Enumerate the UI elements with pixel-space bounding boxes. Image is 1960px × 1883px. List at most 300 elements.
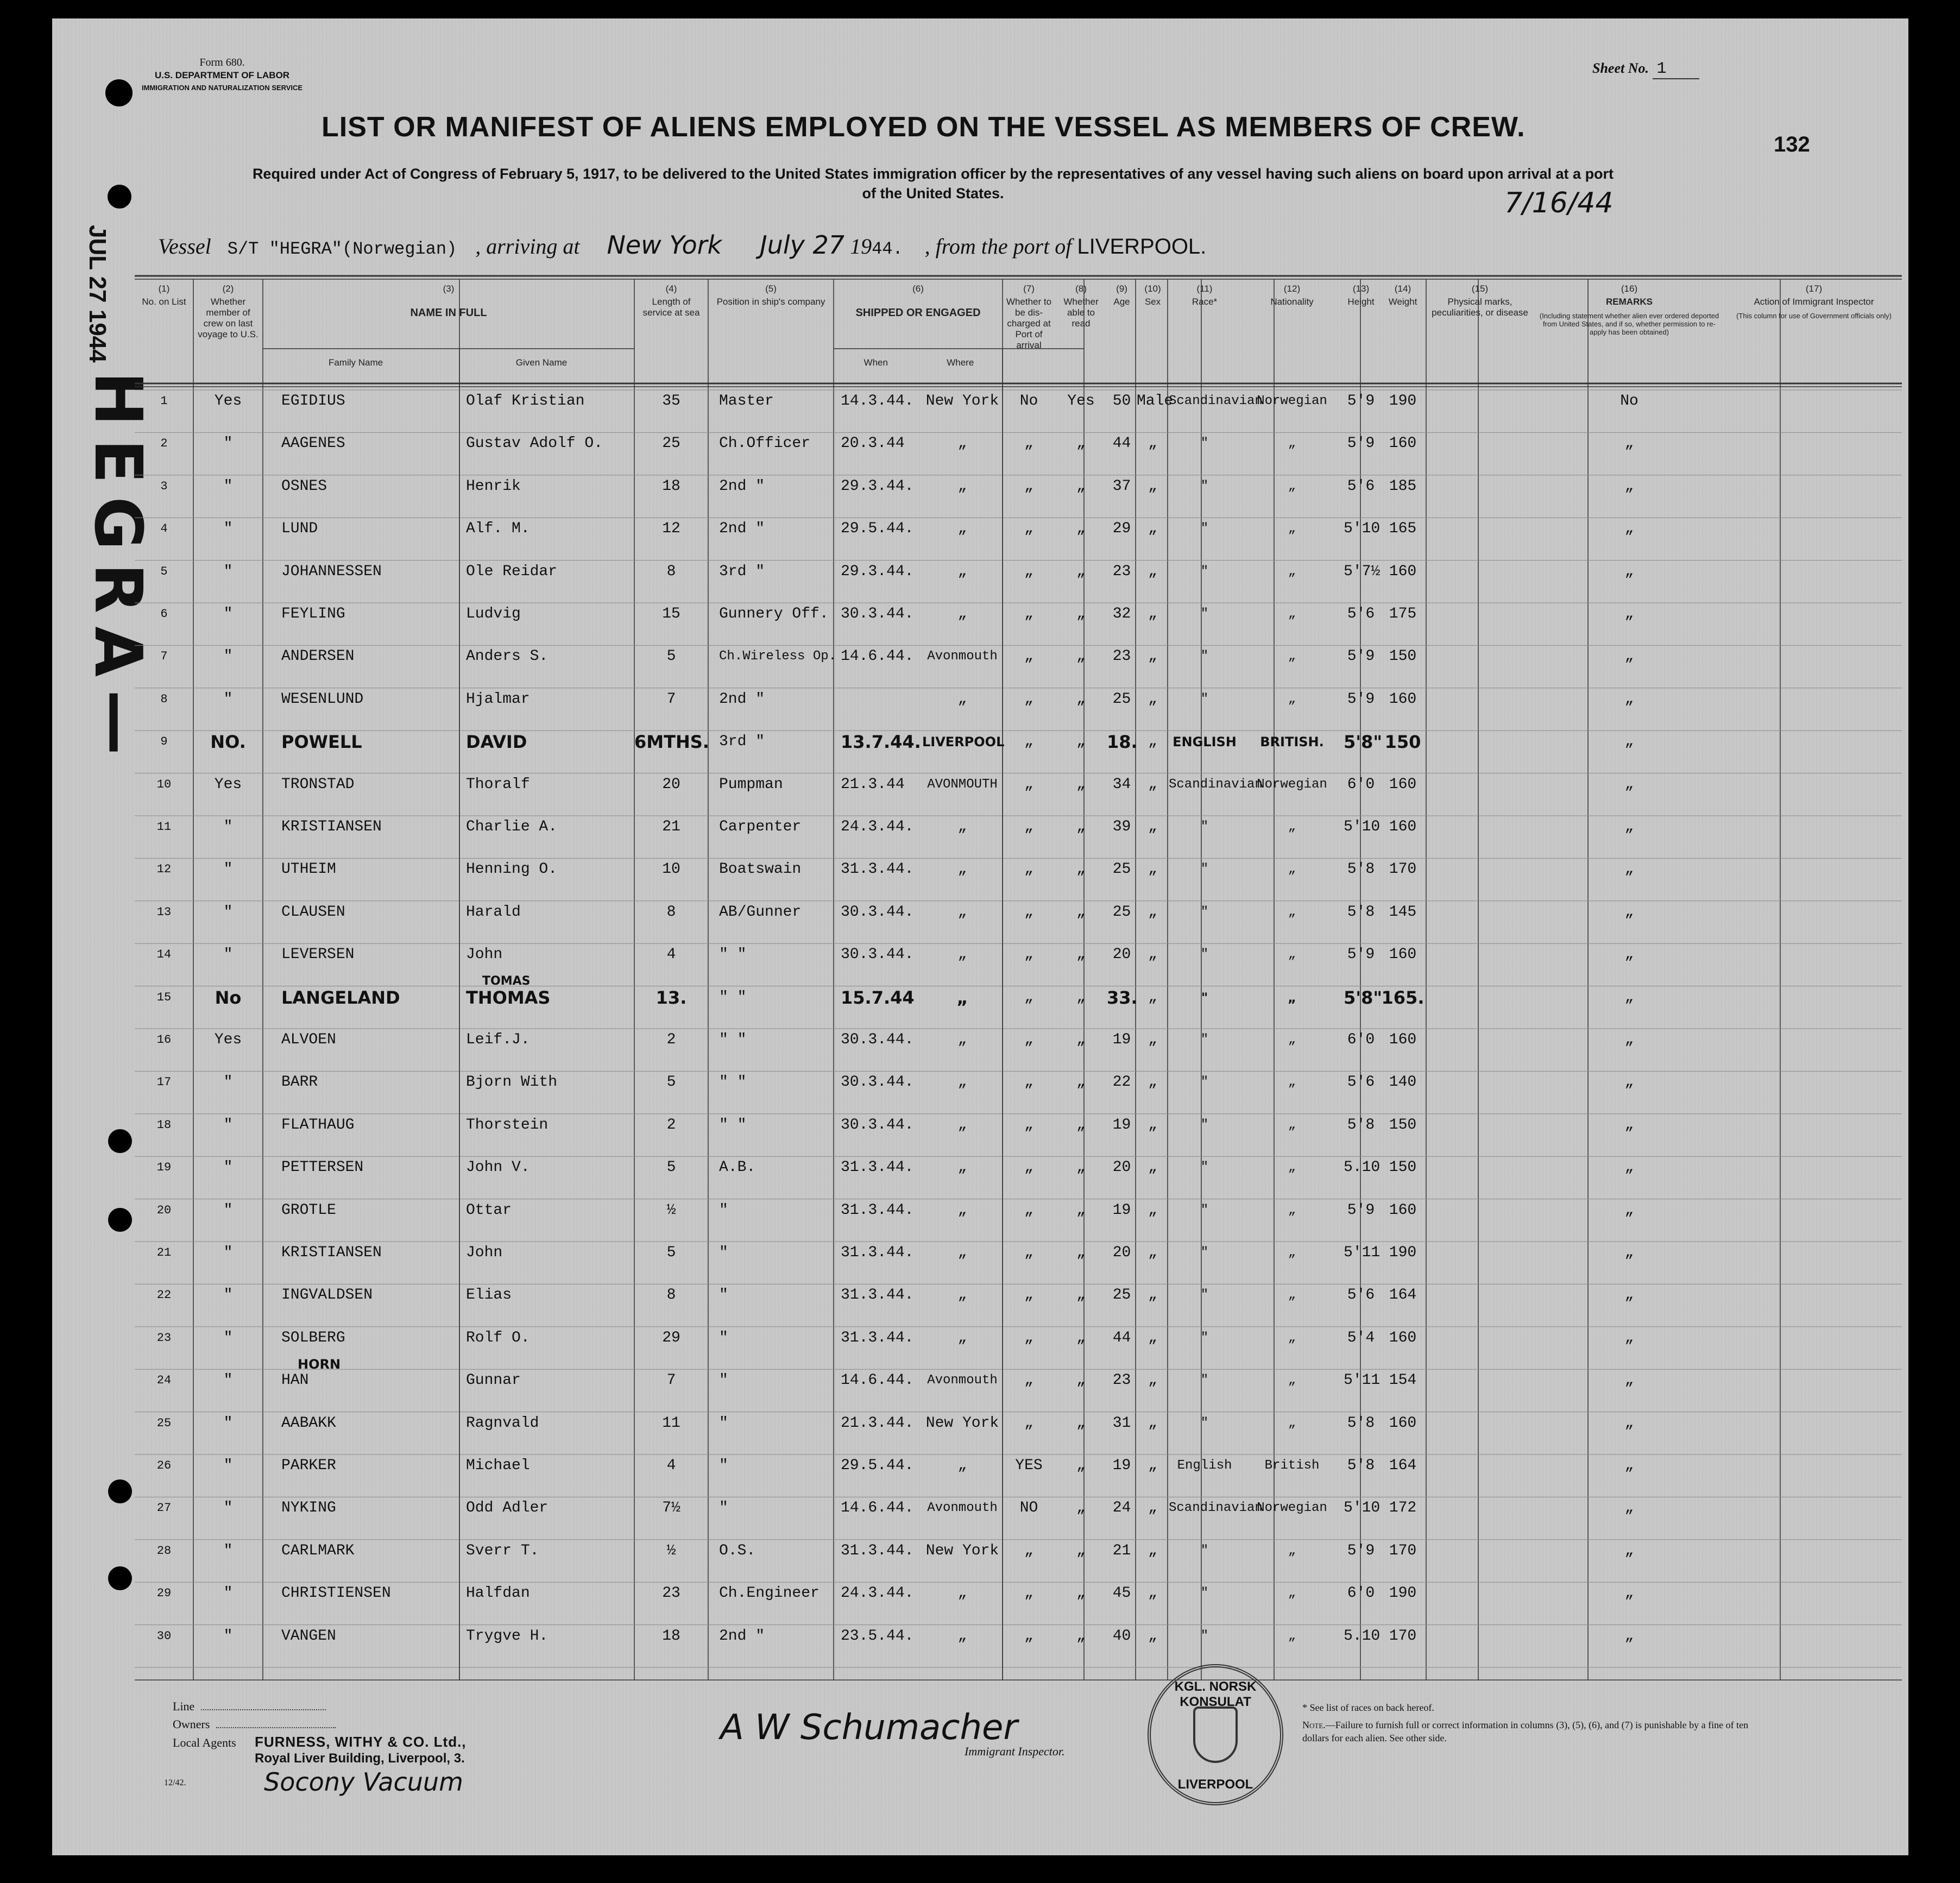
from-label: , from the port of: [924, 234, 1072, 259]
race: ": [1200, 862, 1209, 877]
agents-label: Local Agents: [173, 1736, 236, 1749]
penalty-note: [1302, 1718, 1769, 1745]
remarks: „: [1624, 1585, 1634, 1602]
row-number: 17: [156, 1075, 172, 1090]
shipped-when: 31.3.44.: [841, 1244, 914, 1261]
nationality: „: [1288, 478, 1296, 494]
shipped-when: 21.3.44.: [841, 1414, 914, 1432]
able-to-read: „: [1076, 946, 1086, 963]
age: 25: [1112, 1287, 1131, 1304]
position: Ch.Wireless Op.: [719, 649, 837, 664]
column-number: (14): [1394, 284, 1411, 294]
length-of-service: 15: [662, 606, 680, 622]
punch-hole: [108, 1566, 132, 1590]
to-be-discharged: „: [1024, 690, 1033, 708]
given-name: Elias: [466, 1287, 512, 1304]
punch-hole: [105, 79, 133, 106]
remarks: „: [1624, 435, 1634, 452]
nationality: „: [1288, 1117, 1296, 1132]
to-be-discharged: „: [1024, 861, 1033, 878]
age: 25: [1112, 861, 1131, 878]
shipped-when: 14.6.44.: [841, 1372, 914, 1389]
able-to-read: „: [1076, 1500, 1086, 1517]
shipped-when: 14.6.44.: [841, 648, 914, 665]
given-name: DAVID: [466, 732, 527, 753]
able-to-read: „: [1076, 1542, 1086, 1559]
to-be-discharged: „: [1024, 1159, 1033, 1176]
race: ": [1201, 990, 1208, 1005]
length-of-service: 5: [666, 648, 676, 665]
weight: 150: [1389, 648, 1417, 665]
sex: „: [1148, 435, 1157, 452]
column-number: (16): [1621, 284, 1638, 294]
to-be-discharged: „: [1024, 477, 1033, 495]
nationality: „: [1288, 820, 1296, 834]
punch-hole: [108, 1479, 132, 1503]
row-number: 1: [160, 394, 168, 408]
sex: „: [1148, 563, 1157, 580]
length-of-service: 8: [666, 563, 676, 580]
position: O.S.: [719, 1542, 756, 1559]
shipped-where: „: [957, 1031, 967, 1048]
height: 5'10: [1344, 818, 1381, 835]
weight: 190: [1389, 393, 1417, 410]
given-name: John: [466, 1244, 503, 1261]
to-be-discharged: „: [1024, 648, 1033, 665]
previous-voyage: ": [223, 648, 233, 665]
age: 32: [1112, 606, 1131, 622]
height: 5'6: [1347, 477, 1375, 495]
shipped-when: 13.7.44.: [841, 732, 921, 753]
able-to-read: „: [1076, 1585, 1086, 1602]
shipped-when: 24.3.44.: [841, 1585, 914, 1602]
previous-voyage: ": [223, 1074, 233, 1091]
column-header: No. on List: [142, 297, 186, 307]
agent-address: Royal Liver Building, Liverpool, 3.: [255, 1751, 465, 1766]
able-to-read: „: [1076, 861, 1086, 878]
shipped-when: 14.3.44.: [841, 393, 914, 410]
sex: „: [1148, 1116, 1157, 1133]
column-number: (12): [1283, 284, 1301, 294]
height: 5'11: [1344, 1372, 1381, 1389]
previous-voyage: ": [223, 1457, 233, 1474]
punch-hole: [108, 1208, 132, 1232]
shipped-where: „: [957, 1201, 967, 1219]
arriving-port: New York: [607, 230, 722, 260]
column-header: NAME IN FULL: [410, 307, 487, 319]
previous-voyage: ": [223, 477, 233, 495]
age: 25: [1112, 903, 1131, 921]
column-subheader: Given Name: [515, 357, 568, 368]
given-name: Sverr T.: [466, 1542, 539, 1559]
remarks: „: [1624, 733, 1634, 751]
able-to-read: „: [1076, 988, 1086, 1006]
weight: 160: [1389, 1201, 1417, 1219]
given-name: John: [466, 946, 503, 963]
family-name: UTHEIM: [281, 861, 336, 878]
weight: 160: [1389, 1329, 1417, 1346]
row-number: 30: [156, 1629, 172, 1643]
weight: 150: [1389, 1159, 1417, 1176]
column-subheader: Family Name: [328, 357, 383, 368]
previous-voyage: ": [223, 1500, 233, 1517]
previous-voyage: ": [223, 1372, 233, 1389]
family-name: AABAKK: [281, 1414, 336, 1432]
weight: 185: [1389, 477, 1417, 495]
able-to-read: „: [1076, 1159, 1086, 1176]
shipped-where: „: [957, 818, 967, 835]
column-number: (1): [158, 284, 170, 294]
height: 5'11: [1344, 1244, 1381, 1261]
previous-voyage: Yes: [214, 393, 242, 410]
length-of-service: 4: [666, 946, 676, 963]
to-be-discharged: „: [1024, 1031, 1033, 1048]
previous-voyage: ": [223, 563, 233, 580]
length-of-service: 23: [662, 1585, 680, 1602]
weight: 160: [1389, 1031, 1417, 1048]
height: 5'9: [1347, 1201, 1375, 1219]
nationality: „: [1288, 1245, 1296, 1260]
position: Ch.Officer: [719, 435, 811, 452]
shipped-when: 31.3.44.: [841, 1159, 914, 1176]
shipped-when: 29.5.44.: [841, 1457, 914, 1474]
row-number: 19: [156, 1161, 172, 1175]
service-name: IMMIGRATION AND NATURALIZATION SERVICE: [142, 84, 303, 92]
age: 29: [1112, 520, 1131, 538]
race: ": [1200, 521, 1209, 537]
family-name: WESENLUND: [281, 690, 364, 708]
nationality: „: [1288, 1586, 1296, 1601]
column-number: (9): [1116, 284, 1127, 294]
position: ": [719, 1500, 728, 1517]
length-of-service: 6MTHS.: [634, 732, 709, 753]
able-to-read: „: [1076, 818, 1086, 835]
age: 19: [1112, 1116, 1131, 1133]
shipped-when: 29.5.44.: [841, 520, 914, 538]
page-title: LIST OR MANIFEST OF ALIENS EMPLOYED ON THE VESSEL AS MEMBERS OF CREW.: [322, 111, 1526, 143]
weight: 160: [1389, 818, 1417, 835]
race: ": [1200, 649, 1209, 664]
owners-label-text: Owners: [173, 1717, 210, 1731]
column-header: Height: [1347, 297, 1375, 307]
column-header-note: (This column for use of Government officials only): [1736, 312, 1892, 320]
column-number: (2): [222, 284, 234, 294]
weight: 175: [1389, 606, 1417, 622]
to-be-discharged: „: [1024, 1074, 1033, 1091]
family-name: GROTLE: [281, 1201, 336, 1219]
family-name: ALVOEN: [281, 1031, 336, 1048]
family-name: CLAUSEN: [281, 903, 345, 921]
able-to-read: „: [1076, 733, 1086, 751]
age: 34: [1112, 776, 1131, 793]
to-be-discharged: „: [1024, 733, 1033, 751]
previous-voyage: ": [223, 1329, 233, 1346]
note-text: —Failure to furnish full or correct information in columns (3), (5), (6), and (7) is punishable by a fine of ten dollars for each alien. See other side.: [1302, 1720, 1749, 1743]
able-to-read: „: [1076, 1201, 1086, 1219]
previous-voyage: No: [215, 987, 242, 1008]
weight: 170: [1389, 1542, 1417, 1559]
sheet-number: [1592, 60, 1699, 78]
nationality: „: [1288, 521, 1296, 537]
punch-hole: [108, 185, 131, 209]
nationality: British: [1264, 1458, 1320, 1473]
row-number: 22: [156, 1288, 172, 1302]
length-of-service: 11: [662, 1414, 680, 1432]
height: 5'6: [1347, 1287, 1375, 1304]
race: ": [1200, 1373, 1209, 1388]
weight: 160: [1389, 1414, 1417, 1432]
remarks: „: [1624, 1372, 1634, 1389]
given-name: Ottar: [466, 1201, 512, 1219]
punch-hole: [108, 1129, 132, 1153]
given-name: Ole Reidar: [466, 563, 558, 580]
race: ": [1200, 478, 1209, 494]
race: ": [1200, 904, 1209, 920]
age: 23: [1112, 648, 1131, 665]
position: Gunnery Off.: [719, 606, 829, 622]
arrival-year: 44.: [872, 239, 903, 259]
to-be-discharged: „: [1024, 435, 1033, 452]
able-to-read: „: [1076, 477, 1086, 495]
sex: Male: [1137, 393, 1174, 410]
shipped-where: Avonmouth: [927, 649, 998, 664]
weight: 170: [1389, 861, 1417, 878]
column-header: SHIPPED OR ENGAGED: [855, 307, 981, 319]
page-number: 132: [1774, 133, 1810, 156]
able-to-read: „: [1076, 1074, 1086, 1091]
vessel-label: Vessel: [158, 234, 211, 259]
column-header: Action of Immigrant Inspector: [1754, 297, 1874, 307]
given-name: Olaf Kristian: [466, 393, 585, 410]
family-name: JOHANNESSEN: [281, 563, 382, 580]
column-number: (7): [1023, 284, 1035, 294]
consulate-seal: [1148, 1664, 1283, 1805]
seal-bottom-text: LIVERPOOL: [1177, 1777, 1253, 1792]
previous-voyage: ": [223, 1201, 233, 1219]
given-name: Rolf O.: [466, 1329, 530, 1346]
weight: 150: [1384, 732, 1421, 753]
nationality: „: [1288, 990, 1296, 1005]
race: ": [1200, 564, 1209, 579]
age: 23: [1112, 563, 1131, 580]
length-of-service: 7½: [662, 1500, 680, 1517]
able-to-read: „: [1076, 1031, 1086, 1048]
given-name: Leif.J.: [466, 1031, 530, 1048]
column-number: (13): [1352, 284, 1370, 294]
age: 40: [1112, 1627, 1131, 1645]
nationality: „: [1288, 1373, 1296, 1388]
remarks: „: [1624, 1542, 1634, 1559]
shipped-where: „: [957, 1159, 967, 1176]
shipped-when: 31.3.44.: [841, 1287, 914, 1304]
previous-voyage: ": [223, 520, 233, 538]
race: ": [1200, 1288, 1209, 1303]
previous-voyage: NO.: [210, 732, 246, 753]
shipped-when: 30.3.44.: [841, 1116, 914, 1133]
row-number: 24: [156, 1374, 172, 1388]
age: 23: [1112, 1372, 1131, 1389]
weight: 160: [1389, 776, 1417, 793]
position: 2nd ": [719, 1627, 765, 1645]
age: 25: [1112, 690, 1131, 708]
remarks: „: [1624, 1159, 1634, 1176]
able-to-read: „: [1076, 1372, 1086, 1389]
column-header: Age: [1113, 297, 1130, 307]
form-code: 12/42.: [164, 1778, 186, 1787]
column-header: Position in ship's company: [716, 297, 825, 307]
row-number: 7: [160, 650, 168, 664]
able-to-read: „: [1076, 690, 1086, 708]
previous-voyage: ": [223, 1542, 233, 1559]
column-header: REMARKS: [1606, 297, 1653, 307]
sex: „: [1148, 1627, 1157, 1645]
sex: „: [1148, 477, 1157, 495]
able-to-read: „: [1076, 1116, 1086, 1133]
row-number: 4: [160, 522, 168, 536]
shipped-when: 29.3.44.: [841, 477, 914, 495]
remarks: „: [1624, 1457, 1634, 1474]
previous-voyage: Yes: [214, 1031, 242, 1048]
shipped-where: „: [957, 1074, 967, 1091]
year-prefix: 19: [850, 234, 872, 259]
length-of-service: ½: [666, 1201, 676, 1219]
weight: 190: [1389, 1585, 1417, 1602]
to-be-discharged: „: [1024, 1244, 1033, 1261]
race: ": [1200, 607, 1209, 621]
given-name-correction: TOMAS: [482, 974, 531, 988]
able-to-read: „: [1076, 606, 1086, 622]
column-header: Whether to be dis-charged at Port of arrival: [1006, 297, 1052, 350]
weight: 165.: [1381, 987, 1425, 1008]
given-name: Hjalmar: [466, 690, 530, 708]
position: " ": [719, 988, 747, 1006]
position: 2nd ": [719, 477, 765, 495]
remarks: „: [1624, 1244, 1634, 1261]
family-name: PETTERSEN: [281, 1159, 364, 1176]
sex: „: [1148, 1457, 1157, 1474]
length-of-service: 7: [666, 1372, 676, 1389]
shipped-where: New York: [925, 1542, 999, 1559]
nationality: „: [1288, 1543, 1296, 1558]
position: Carpenter: [719, 818, 802, 835]
race: ": [1200, 1075, 1209, 1090]
height: 5'9: [1347, 1542, 1375, 1559]
column-number: (15): [1471, 284, 1489, 294]
line-label-text: Line: [173, 1699, 195, 1713]
length-of-service: 25: [662, 435, 680, 452]
weight: 145: [1389, 903, 1417, 921]
height: 5'8": [1344, 987, 1382, 1008]
shipped-where: AVONMOUTH: [927, 777, 998, 792]
race: ": [1200, 1032, 1209, 1047]
nationality: „: [1288, 691, 1296, 707]
weight: 190: [1389, 1244, 1417, 1261]
remarks: „: [1624, 477, 1634, 495]
row-number: 13: [156, 905, 172, 919]
remarks: „: [1624, 1031, 1634, 1048]
height: 5'8: [1347, 1457, 1375, 1474]
position: ": [719, 1201, 728, 1219]
weight: 164: [1389, 1287, 1417, 1304]
sex: „: [1148, 818, 1157, 835]
column-number: (17): [1805, 284, 1823, 294]
shipped-where: „: [957, 1627, 967, 1645]
shipped-when: 31.3.44.: [841, 1542, 914, 1559]
row-number: 21: [156, 1246, 172, 1259]
age: 33.: [1107, 987, 1138, 1008]
given-name: Ragnvald: [466, 1414, 539, 1432]
family-name: KRISTIANSEN: [281, 1244, 382, 1261]
form-header: [142, 56, 302, 94]
family-name: VANGEN: [281, 1627, 336, 1645]
sex: „: [1148, 1074, 1157, 1091]
length-of-service: 8: [666, 903, 676, 921]
race: ": [1200, 1586, 1209, 1601]
able-to-read: „: [1076, 520, 1086, 538]
age: 24: [1112, 1500, 1131, 1517]
nationality: „: [1288, 1032, 1296, 1047]
shipped-where: „: [957, 520, 967, 538]
previous-voyage: ": [223, 818, 233, 835]
line-blank: [201, 1709, 326, 1710]
page-subtitle: Required under Act of Congress of February 5, 1917, to be delivered to the United States immigration officer by the representatives of any vessel having such aliens on board upon arrival at a port of the United States.: [252, 166, 1614, 201]
sex: „: [1148, 776, 1157, 793]
shipped-where: „: [957, 903, 967, 921]
given-name: Anders S.: [466, 648, 549, 665]
given-name: Gustav Adolf O.: [466, 435, 603, 452]
height: 5'10: [1344, 520, 1381, 538]
shipped-when: 15.7.44: [841, 987, 915, 1008]
received-date-stamp: JUL 27 1944: [84, 225, 111, 363]
position: ": [719, 1244, 728, 1261]
remarks: „: [1624, 946, 1634, 963]
remarks: No: [1620, 393, 1638, 410]
previous-voyage: ": [223, 606, 233, 622]
position: Master: [719, 393, 774, 410]
shipped-where: Avonmouth: [927, 1373, 998, 1388]
row-number: 14: [156, 948, 172, 962]
previous-voyage: Yes: [214, 776, 242, 793]
age: 20: [1112, 946, 1131, 963]
age: 22: [1112, 1074, 1131, 1091]
sex: „: [1148, 648, 1157, 665]
to-be-discharged: „: [1024, 1542, 1033, 1559]
shipped-when: 30.3.44.: [841, 903, 914, 921]
previous-voyage: ": [223, 1116, 233, 1133]
remarks: „: [1624, 818, 1634, 835]
length-of-service: 18: [662, 477, 680, 495]
previous-voyage: ": [223, 1414, 233, 1432]
shipped-when: 29.3.44.: [841, 563, 914, 580]
to-be-discharged: „: [1024, 1329, 1033, 1346]
age: 31: [1112, 1414, 1131, 1432]
family-name: NYKING: [281, 1500, 336, 1517]
nationality: „: [1288, 1288, 1296, 1303]
race: ": [1200, 1415, 1209, 1431]
position: " ": [719, 1031, 747, 1048]
position: 3rd ": [719, 733, 765, 751]
remarks: „: [1624, 988, 1634, 1006]
shipped-where: „: [957, 690, 967, 708]
given-name: Ludvig: [466, 606, 521, 622]
column-number: (11): [1196, 284, 1213, 294]
height: 5'9: [1347, 690, 1375, 708]
position: ": [719, 1287, 728, 1304]
race: English: [1177, 1458, 1232, 1473]
length-of-service: ½: [666, 1542, 676, 1559]
shipped-where: „: [957, 563, 967, 580]
able-to-read: Yes: [1067, 393, 1095, 410]
